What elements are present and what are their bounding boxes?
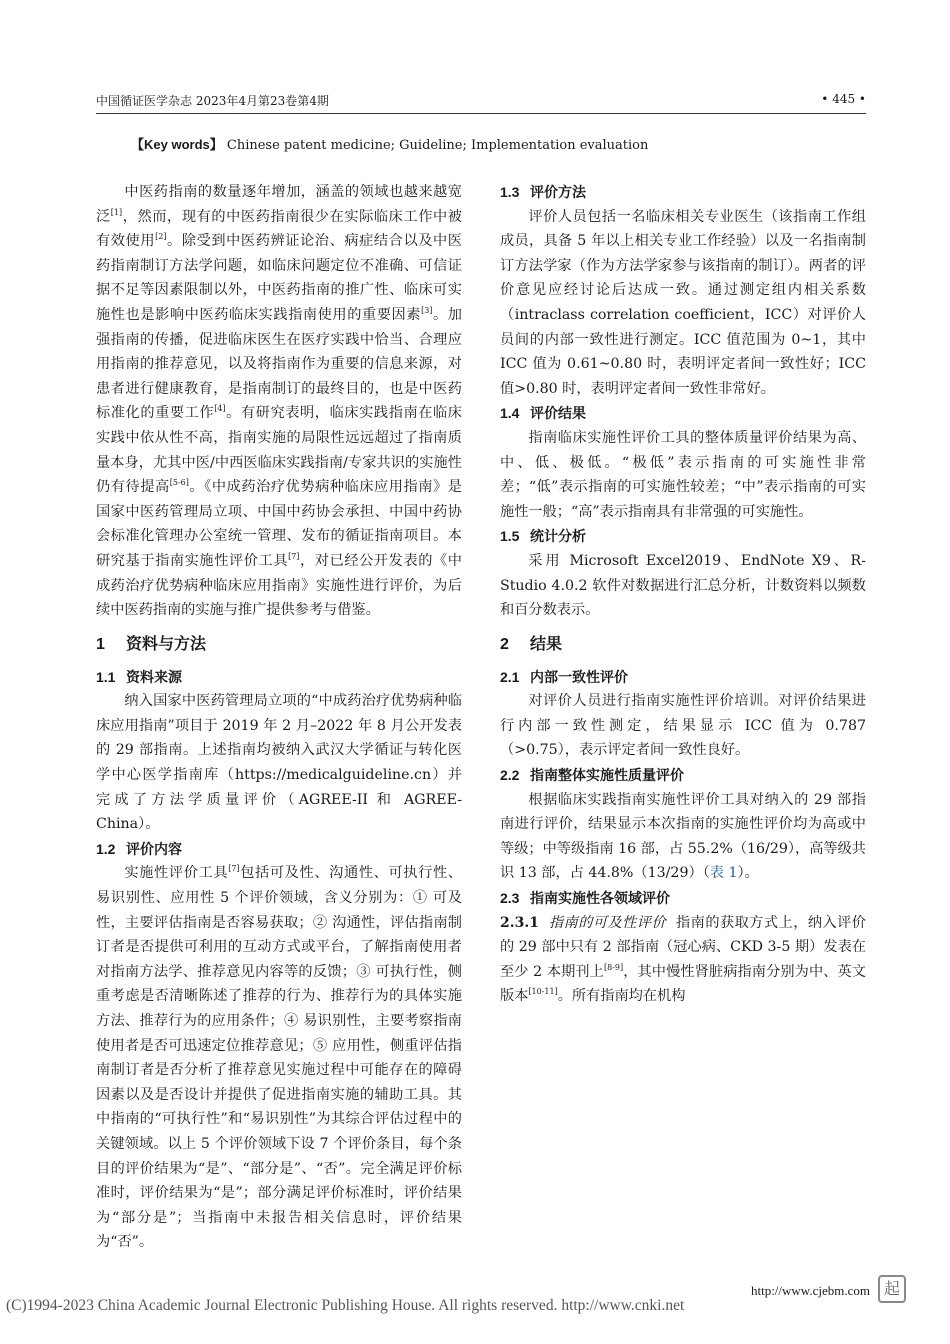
keywords bbox=[131, 134, 648, 153]
ref[interactable]: [5-6] bbox=[169, 478, 189, 488]
left-column bbox=[96, 180, 462, 1255]
journal-url[interactable]: http://www.cjebm.com bbox=[750, 1283, 870, 1298]
subsubsection-number: 2.3.1 bbox=[500, 914, 539, 931]
subsection-heading: 2.3 指南实施性各领域评价 bbox=[500, 890, 670, 907]
keywords-label: 【Key words】 bbox=[131, 137, 223, 152]
body-paragraph: 采用 Microsoft Excel2019、EndNote X9、R-Studio 4.0.2 软件对数据进行汇总分析，计数资料以频数和百分数表示。 bbox=[500, 552, 866, 619]
copyright-line: (C)1994-2023 China Academic Journal Electronic Publishing House. All rights reserved. http://www.cnki.net bbox=[6, 1297, 685, 1314]
page-number: • 445 • bbox=[821, 92, 866, 106]
ref[interactable]: [7] bbox=[228, 864, 240, 874]
body-paragraph: 对评价人员进行指南实施性评价培训。对评价结果进行内部一致性测定，结果显示 ICC 值为 0.787（>0.75），表示评定者间一致性良好。 bbox=[500, 693, 866, 759]
ref[interactable]: [7] bbox=[288, 551, 300, 561]
subsection-heading: 1.3 评价方法 bbox=[500, 184, 586, 200]
journal-header: 中国循证医学杂志 2023年4月第23卷第4期 bbox=[96, 94, 329, 108]
subsection-heading: 1.5 统计分析 bbox=[500, 528, 586, 545]
body-paragraph: 根据临床实践指南实施性评价工具对纳入的 29 部指南进行评价，结果显示本次指南的实施性评价均为高或中等级；中等级指南 16 部，占 55.2%（16/29），高等级共识 13 部，占 44.8%（13/29）（表 1）。 bbox=[500, 791, 866, 882]
right-column: 1.3 评价方法 评价人员包括一名临床相关专业医生（该指南工作组成员，具备 5 年以上相关专业工作经验）以及一名指南制订方法学家（作为方法学家参与该指南的制订）。两者的评价意见应经讨论后达成一致。通过测定组内相关系数（intraclass correlation coefficient，ICC）对评价人员间的内部一致性进行测定。ICC 值范围为 0~1，其中 ICC 值为 0.61~0.80 时，表明评定者间一致性好；ICC 值>0.80 时，表明评定者间一致性非常好。 1.4 评价结果 指南临床实施性评价工具的整体质量评价结果为高、中、低、极低。“极低”表示指南的可实施性非常差；“低”表示指南的可实施性较差；“中”表示指南的可实施性一般；“高”表示指南具有非常强的可实施性。 1.5 统计分析 采用 Microsoft Excel2019、EndNote X9、R-Studio 4.0.2 软件对数据进行汇总分析，计数资料以频数和百分数表示。 2 结果 2.1 内部一致性评价 对评价人员进行指南实施性评价培训。对评价结果进行内部一致性测定，结果显示 ICC 值为 0.787（>0.75），表示评定者间一致性良好。 2.2 指南整体实施性质量评价 根据临床实践指南实施性评价工具对纳入的 29 部指南进行评价，结果显示本次指南的实施性评价均为高或中等级；中等级指南 16 部，占 55.2%（16/29），高等级共识 13 部，占 44.8%（13/29）（表 1）。 2.3 指南实施性各领域评价 2.3.1 指南的可及性评价 指南的获取方式上，纳入评价的 29 部中只有 2 部指南（冠心病、CKD 3-5 期）发表在至少 2 本期刊上[8-9]，其中慢性肾脏病指南分别为中、英文版本[10-11]。所有指南均在机构 bbox=[500, 180, 866, 1009]
subsection-heading: 2.1 内部一致性评价 bbox=[500, 668, 628, 685]
table-1-link[interactable]: 表 1 bbox=[709, 865, 738, 882]
ref[interactable]: [1] bbox=[110, 207, 123, 217]
subsection-heading: 2.2 指南整体实施性质量评价 bbox=[500, 767, 684, 784]
publisher-logo-icon: 起 bbox=[878, 1275, 906, 1303]
subsection-heading: 1.1 资料来源 bbox=[96, 668, 182, 685]
section-heading: 2 结果 bbox=[500, 635, 563, 653]
subsection-heading: 1.4 评价结果 bbox=[500, 405, 586, 422]
keywords-text: Chinese patent medicine; Guideline; Implementation evaluation bbox=[226, 138, 649, 153]
ref[interactable]: [10-11] bbox=[528, 987, 558, 997]
body-paragraph: 评价人员包括一名临床相关专业医生（该指南工作组成员，具备 5 年以上相关专业工作经验）以及一名指南制订方法学家（作为方法学家参与该指南的制订）。两者的评价意见应经讨论后达成一致。通过测定组内相关系数（intraclass correlation coefficient，ICC）对评价人员间的内部一致性进行测定。ICC 值范围为 0~1，其中 ICC 值为 0.61~0.80 时，表明评定者间一致性好；ICC 值>0.80 时，表明评定者间一致性非常好。 bbox=[500, 208, 866, 397]
header-rule bbox=[96, 113, 866, 114]
subsubsection-title: 指南的可及性评价 bbox=[548, 914, 667, 931]
ref[interactable]: [3] bbox=[421, 305, 433, 315]
body-paragraph: 指南临床实施性评价工具的整体质量评价结果为高、中、低、极低。“极低”表示指南的可实施性非常差；“低”表示指南的可实施性较差；“中”表示指南的可实施性一般；“高”表示指南具有非常强的可实施性。 bbox=[500, 429, 866, 520]
body-paragraph: 实施性评价工具[7]包括可及性、沟通性、可执行性、易识别性、应用性 5 个评价领域，含义分别为：① 可及性，主要评估指南是否容易获取；② 沟通性，评估指南制订者是否提供可利用的互动方式或平台，了解指南使用者对指南方法学、推荐意见内容等的反馈；③ 可执行性，侧重考虑是否清晰陈述了推荐的行为、推荐行为的具体实施方法、推荐行为的应用条件；④ 易识别性，主要考察指南使用者是否可迅速定位推荐意见；⑤ 应用性，侧重评估指南制订者是否分析了推荐意见实施过程中可能存在的障碍因素以及是否设计并提供了促进指南实施的辅助工具。其中指南的“可执行性”和“易识别性”为其综合评估过程中的关键领域。以上 5 个评价领域下设 7 个评价条目，每个条目的评价结果为“是”、“部分是”、“否”。完全满足评价标准时，评价结果为“是”；部分满足评价标准时，评价结果为“部分是”；当指南中未报告相关信息时，评价结果为“否”。 bbox=[96, 864, 462, 1251]
subsection-heading: 1.2 评价内容 bbox=[96, 840, 182, 857]
body-paragraph: 纳入国家中医药管理局立项的“中成药治疗优势病种临床应用指南”项目于 2019 年 2 月–2022 年 8 月公开发表的 29 部指南。上述指南均被纳入武汉大学循证与转化医学中心医学指南库（https://medicalguideline.cn）并完成了方法学质量评价（AGREE-II 和 AGREE-China）。 bbox=[96, 693, 462, 833]
section-heading: 1 资料与方法 bbox=[96, 635, 207, 653]
intro-paragraph: 中医药指南的数量逐年增加，涵盖的领域也越来越宽泛[1]，然而，现有的中医药指南很少在实际临床工作中被有效使用[2]。除受到中医药辨证论治、病症结合以及中医药指南制订方法学问题，如临床问题定位不准确、可信证据不足等因素限制以外，中医药指南的推广性、临床可实施性也是影响中医药临床实践指南使用的重要因素[3]。加强指南的传播，促进临床医生在医疗实践中恰当、合理应用指南的推荐意见，以及将指南作为重要的信息来源，对患者进行健康教育，是指南制订的最终目的，也是中医药标准化的重要工作[4]。有研究表明，临床实践指南在临床实践中依从性不高，指南实施的局限性远远超过了指南质量本身，尤其中医/中西医临床实践指南/专家共识的实施性仍有待提高[5-6]。《中成药治疗优势病种临床应用指南》是国家中医药管理局立项、中国中药协会承担、中国中药协会标准化管理办公室统一管理、发布的循证指南项目。本研究基于指南实施性评价工具[7]，对已经公开发表的《中成药治疗优势病种临床应用指南》实施性进行评价，为后续中医药指南的实施与推广提供参考与借鉴。 bbox=[96, 184, 462, 619]
ref[interactable]: [2] bbox=[155, 232, 167, 242]
ref[interactable]: [4] bbox=[214, 404, 226, 414]
ref[interactable]: [8-9] bbox=[603, 962, 624, 972]
